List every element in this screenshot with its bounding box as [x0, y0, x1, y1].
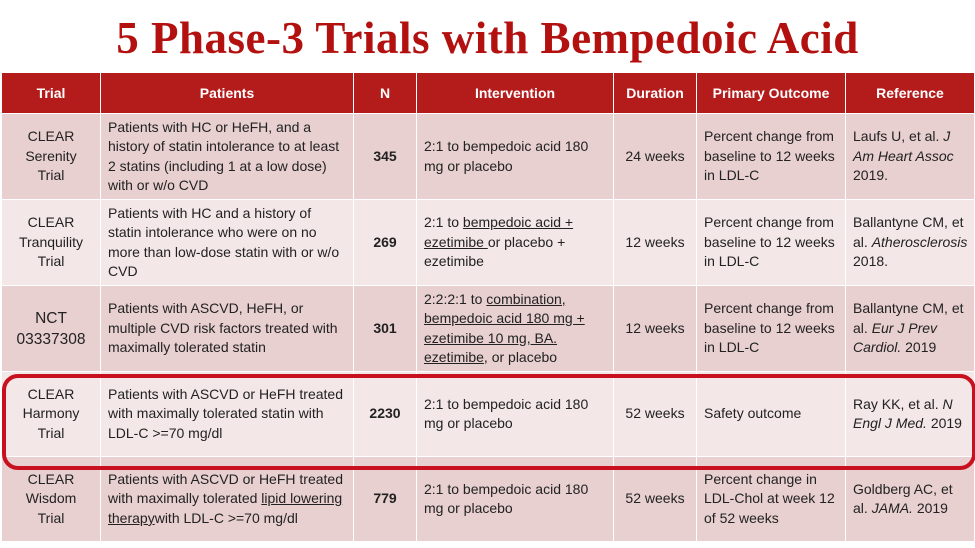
table-row	[2, 114, 975, 200]
duration-cell: 52 weeks	[614, 372, 697, 457]
reference-cell: Ballantyne CM, et al. Atherosclerosis 2018.	[846, 200, 975, 286]
trial-name: NCT 03337308	[2, 286, 101, 372]
intervention-cell: 2:1 to bempedoic acid 180 mg or placebo	[417, 457, 614, 542]
reference-cell: Goldberg AC, et al. JAMA. 2019	[846, 457, 975, 542]
header-patients: Patients	[101, 73, 354, 114]
trial-name: CLEAR Wisdom Trial	[2, 457, 101, 542]
intervention-cell: 2:1 to bempedoic acid 180 mg or placebo	[417, 372, 614, 457]
outcome-cell: Percent change from baseline to 12 weeks in LDL-C	[697, 286, 846, 372]
intervention-cell: 2:1 to bempedoic acid + ezetimibe or placebo + ezetimibe	[417, 200, 614, 286]
header-reference: Reference	[846, 73, 975, 114]
reference-cell: Ballantyne CM, et al. Eur J Prev Cardiol. 2019	[846, 286, 975, 372]
outcome-cell: Percent change in LDL-Chol at week 12 of 52 weeks	[697, 457, 846, 542]
trial-name: CLEAR Harmony Trial	[2, 372, 101, 457]
duration-cell: 24 weeks	[614, 114, 697, 200]
n-cell: 779	[354, 457, 417, 542]
header-n: N	[354, 73, 417, 114]
trials-table	[1, 72, 975, 542]
duration-cell: 12 weeks	[614, 200, 697, 286]
outcome-cell: Percent change from baseline to 12 weeks in LDL-C	[697, 200, 846, 286]
n-cell: 269	[354, 200, 417, 286]
patients-cell: Patients with ASCVD or HeFH treated with maximally tolerated lipid lowering therapywith LDL-C >=70 mg/dl	[101, 457, 354, 542]
header-duration: Duration	[614, 73, 697, 114]
intervention-cell: 2:1 to bempedoic acid 180 mg or placebo	[417, 114, 614, 200]
table-row	[2, 200, 975, 286]
header-intervention: Intervention	[417, 73, 614, 114]
patients-cell: Patients with ASCVD, HeFH, or multiple CVD risk factors treated with maximally tolerated statin	[101, 286, 354, 372]
patients-cell: Patients with HC or HeFH, and a history of statin intolerance to at least 2 statins (including 1 at a low dose) with or w/o CVD	[101, 114, 354, 200]
trial-name: CLEAR Tranquility Trial	[2, 200, 101, 286]
duration-cell: 52 weeks	[614, 457, 697, 542]
header-trial: Trial	[2, 73, 101, 114]
n-cell: 345	[354, 114, 417, 200]
patients-cell: Patients with ASCVD or HeFH treated with maximally tolerated statin with LDL-C >=70 mg/dl	[101, 372, 354, 457]
slide-title: 5 Phase-3 Trials with Bempedoic Acid	[116, 13, 859, 63]
n-cell: 301	[354, 286, 417, 372]
n-cell: 2230	[354, 372, 417, 457]
table-row	[2, 286, 975, 372]
outcome-cell: Percent change from baseline to 12 weeks in LDL-C	[697, 114, 846, 200]
patients-cell: Patients with HC and a history of statin intolerance who were on no more than low-dose statin with or w/o CVD	[101, 200, 354, 286]
reference-cell: Ray KK, et al. N Engl J Med. 2019	[846, 372, 975, 457]
duration-cell: 12 weeks	[614, 286, 697, 372]
table-row-highlighted	[2, 372, 975, 457]
trial-name: CLEAR Serenity Trial	[2, 114, 101, 200]
reference-cell: Laufs U, et al. J Am Heart Assoc 2019.	[846, 114, 975, 200]
table-row	[2, 457, 975, 542]
header-primary-outcome: Primary Outcome	[697, 73, 846, 114]
outcome-cell: Safety outcome	[697, 372, 846, 457]
table-header-row	[2, 73, 975, 114]
intervention-cell: 2:2:2:1 to combination, bempedoic acid 180 mg + ezetimibe 10 mg, BA. ezetimibe, or placebo	[417, 286, 614, 372]
